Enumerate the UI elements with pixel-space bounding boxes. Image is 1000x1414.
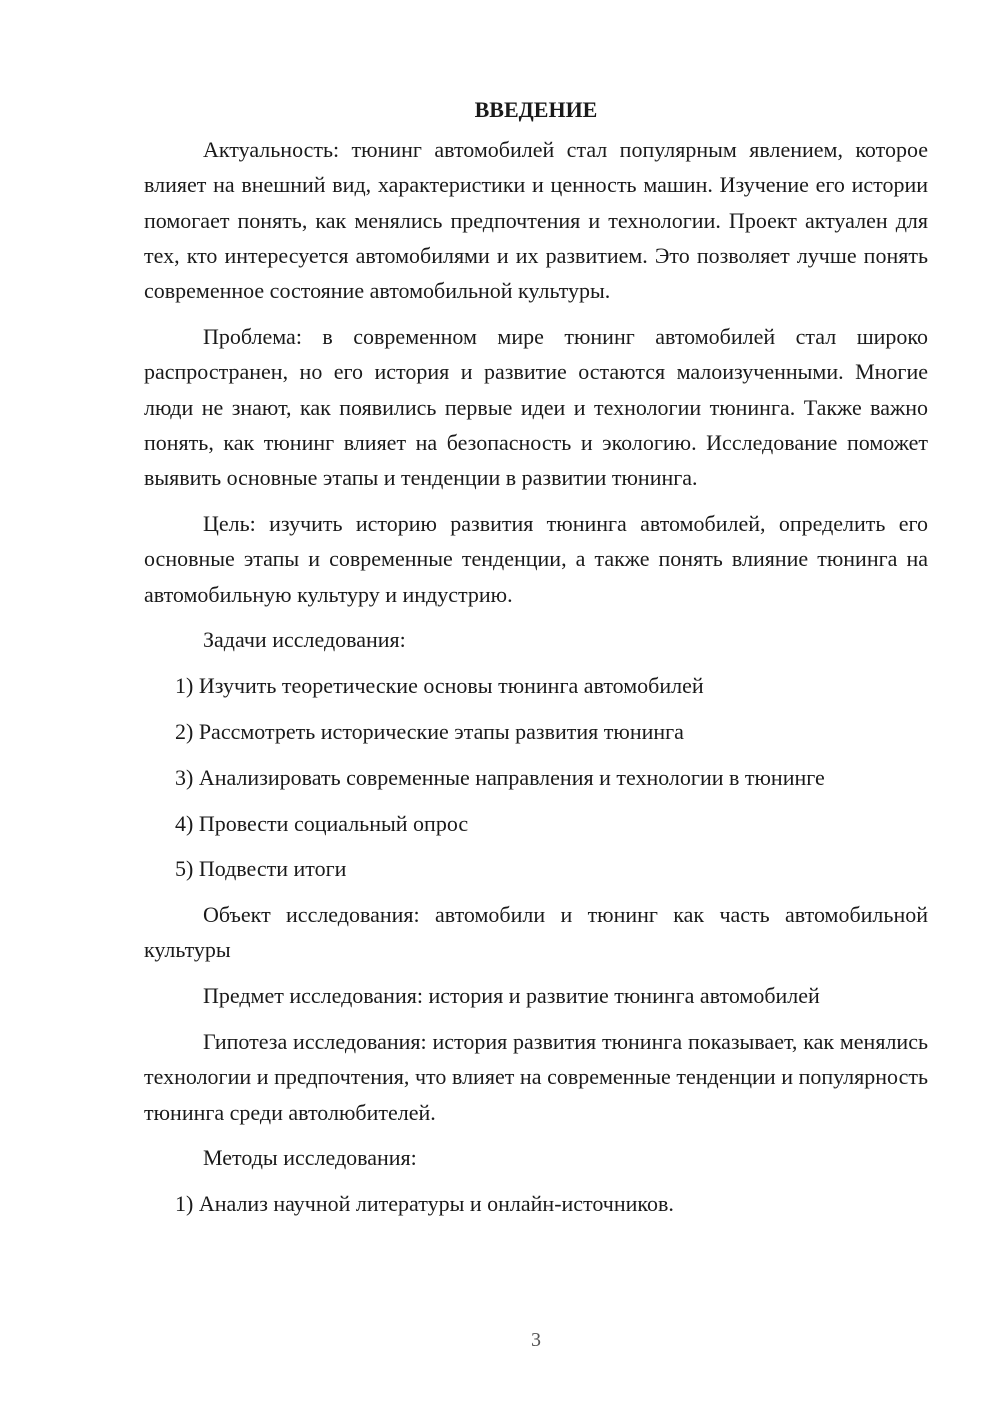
section-title: ВВЕДЕНИЕ xyxy=(474,97,598,122)
method-item: 1) Анализ научной литературы и онлайн-источников. xyxy=(175,1191,674,1217)
page-content xyxy=(144,92,928,1232)
methods-heading: Методы исследования: xyxy=(203,1145,417,1171)
page-number: 3 xyxy=(531,1329,541,1351)
methods-list xyxy=(144,1186,928,1221)
goal-paragraph: Цель: изучить историю развития тюнинга автомобилей, определить его основные этапы и современные тенденции, а также понять влияние тюнинга на автомобильную культуру и индустрию. xyxy=(144,510,928,607)
object-paragraph: Объект исследования: автомобили и тюнинг как часть автомобильной культуры xyxy=(144,902,928,963)
problem-paragraph: Проблема: в современном мире тюнинг автомобилей стал широко распространен, но его история и развитие остаются малоизученными. Многие люди не знают, как появились первые идеи и технологии тюнинга. Также важно понять, как тюнинг влияет на безопасность и экологию. Исследование поможет выявить основные этапы и тенденции в развитии тюнинга. xyxy=(144,323,928,491)
relevance-paragraph: Актуальность: тюнинг автомобилей стал популярным явлением, которое влияет на внешний вид, характеристики и ценность машин. Изучение его истории помогает понять, как менялись предпочтения и технологии. Проект актуален для тех, кто интересуется автомобилями и их развитием. Это позволяет лучше понять современное состояние автомобильной культуры. xyxy=(144,137,928,304)
task-item: 1) Изучить теоретические основы тюнинга автомобилей xyxy=(175,673,704,699)
task-item: 3) Анализировать современные направления и технологии в тюнинге xyxy=(175,764,825,790)
tasks-list xyxy=(144,668,928,886)
hypothesis-paragraph: Гипотеза исследования: история развития тюнинга показывает, как менялись технологии и предпочтения, что влияет на современные тенденции и популярность тюнинга среди автолюбителей. xyxy=(144,1029,928,1125)
subject-paragraph: Предмет исследования: история и развитие тюнинга автомобилей xyxy=(203,983,820,1009)
task-item: 5) Подвести итоги xyxy=(175,856,347,882)
tasks-heading: Задачи исследования: xyxy=(203,627,406,653)
task-item: 2) Рассмотреть исторические этапы развития тюнинга xyxy=(175,718,684,744)
task-item: 4) Провести социальный опрос xyxy=(175,810,469,836)
